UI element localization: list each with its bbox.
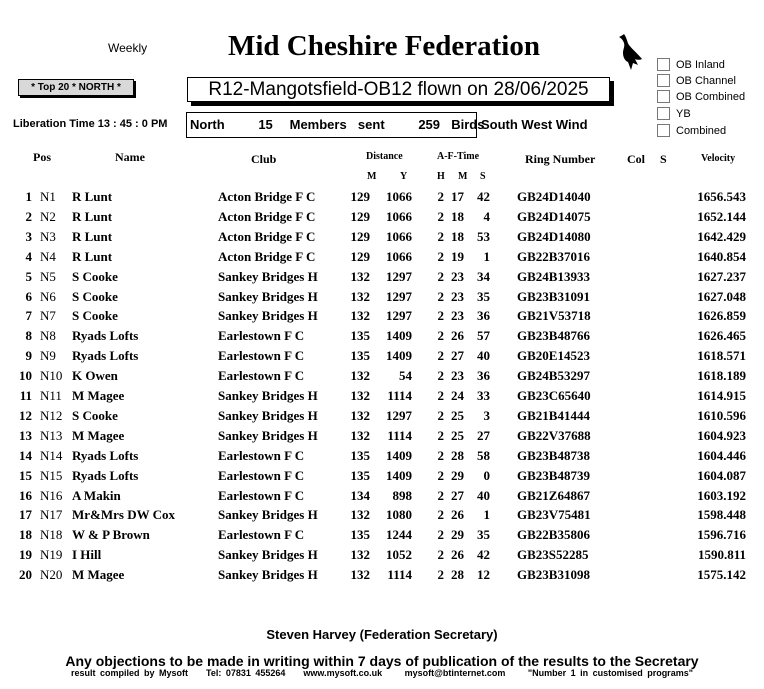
velocity: 1656.543 bbox=[697, 189, 746, 204]
ring-number: GB24B13933 bbox=[517, 268, 590, 284]
distance-miles: 129 bbox=[350, 248, 370, 264]
time-hours: 2 bbox=[437, 388, 444, 403]
table-row bbox=[0, 289, 764, 309]
row-number: 16 bbox=[19, 487, 32, 503]
distance-yards: 1297 bbox=[386, 407, 412, 423]
distance-yards: 1066 bbox=[386, 248, 412, 264]
time-seconds: 1 bbox=[483, 507, 490, 523]
velocity: 1618.571 bbox=[697, 348, 746, 364]
row-position: N10 bbox=[40, 368, 63, 384]
table-row bbox=[0, 328, 764, 348]
velocity: 1626.859 bbox=[697, 308, 746, 324]
member-name: S Cooke bbox=[72, 268, 118, 284]
time-hours: 2 bbox=[437, 288, 444, 304]
velocity: 1627.048 bbox=[697, 288, 746, 304]
club-name: Sankey Bridges H bbox=[218, 308, 318, 324]
club-name: Earlestown F C bbox=[218, 348, 305, 364]
distance-yards: 1052 bbox=[386, 547, 412, 563]
time-seconds: 0 bbox=[483, 467, 490, 483]
option-label: OB Channel bbox=[676, 74, 736, 87]
compiled-by-footer: result compiled by Mysoft Tel: 07831 455264 www.mysoft.co.uk mysoft@btinternet.com "Number 1 in customised programs" bbox=[71, 668, 693, 678]
time-hours: 2 bbox=[437, 348, 444, 364]
time-seconds: 35 bbox=[477, 527, 490, 543]
option-combined[interactable] bbox=[657, 124, 726, 137]
ring-number: GB21V53718 bbox=[517, 308, 591, 324]
time-seconds: 36 bbox=[477, 308, 490, 324]
row-position: N16 bbox=[40, 487, 63, 503]
distance-yards: 1066 bbox=[386, 189, 412, 204]
distance-miles: 132 bbox=[350, 308, 370, 324]
row-position: N1 bbox=[40, 189, 56, 204]
distance-yards: 898 bbox=[392, 487, 412, 503]
option-ob-channel[interactable] bbox=[657, 74, 736, 87]
ring-number: GB24D14080 bbox=[517, 228, 591, 244]
row-number: 17 bbox=[19, 507, 32, 523]
time-seconds: 58 bbox=[477, 447, 490, 463]
time-hours: 2 bbox=[437, 368, 444, 384]
time-hours: 2 bbox=[437, 189, 444, 204]
velocity: 1603.192 bbox=[697, 487, 746, 503]
option-label: Combined bbox=[676, 124, 727, 137]
velocity: 1604.087 bbox=[697, 467, 746, 483]
distance-miles: 135 bbox=[350, 467, 370, 483]
time-hours: 2 bbox=[437, 527, 444, 543]
row-number: 14 bbox=[19, 447, 32, 463]
time-seconds: 57 bbox=[477, 328, 490, 344]
time-minutes: 27 bbox=[451, 487, 464, 503]
club-name: Sankey Bridges H bbox=[218, 288, 318, 304]
col-header-seconds: S bbox=[480, 171, 486, 182]
member-name: S Cooke bbox=[72, 308, 118, 324]
velocity: 1596.716 bbox=[697, 527, 746, 543]
col-header-distance: Distance bbox=[366, 151, 403, 162]
time-minutes: 26 bbox=[451, 328, 464, 344]
table-row bbox=[0, 428, 764, 448]
time-minutes: 28 bbox=[451, 447, 464, 463]
row-number: 10 bbox=[19, 368, 32, 384]
ring-number: GB21B41444 bbox=[517, 407, 590, 423]
member-name: Ryads Lofts bbox=[72, 328, 139, 344]
time-minutes: 23 bbox=[451, 268, 464, 284]
time-hours: 2 bbox=[437, 447, 444, 463]
time-seconds: 40 bbox=[477, 348, 490, 364]
option-label: OB Combined bbox=[676, 90, 746, 103]
time-seconds: 42 bbox=[477, 189, 490, 204]
time-seconds: 33 bbox=[477, 388, 490, 403]
row-number: 15 bbox=[19, 467, 32, 483]
row-position: N13 bbox=[40, 427, 63, 443]
ring-number: GB23B48739 bbox=[517, 467, 590, 483]
time-hours: 2 bbox=[437, 567, 444, 583]
distance-yards: 1244 bbox=[386, 527, 412, 543]
distance-miles: 135 bbox=[350, 328, 370, 344]
member-name: R Lunt bbox=[72, 228, 113, 244]
time-hours: 2 bbox=[437, 308, 444, 324]
col-header-ring: Ring Number bbox=[525, 152, 596, 166]
club-name: Acton Bridge F C bbox=[218, 189, 316, 204]
table-row bbox=[0, 527, 764, 547]
club-name: Sankey Bridges H bbox=[218, 407, 318, 423]
club-name: Sankey Bridges H bbox=[218, 388, 318, 403]
time-hours: 2 bbox=[437, 427, 444, 443]
ring-number: GB24B53297 bbox=[517, 368, 590, 384]
table-row bbox=[0, 348, 764, 368]
time-minutes: 18 bbox=[451, 228, 464, 244]
member-name: Ryads Lofts bbox=[72, 467, 139, 483]
time-hours: 2 bbox=[437, 208, 444, 224]
velocity: 1604.923 bbox=[697, 427, 746, 443]
pigeon-logo-icon bbox=[616, 32, 644, 72]
time-minutes: 19 bbox=[451, 248, 464, 264]
member-name: R Lunt bbox=[72, 208, 113, 224]
distance-yards: 1409 bbox=[386, 467, 412, 483]
velocity: 1590.811 bbox=[697, 547, 746, 563]
velocity: 1604.446 bbox=[697, 447, 746, 463]
club-name: Earlestown F C bbox=[218, 328, 305, 344]
wind-info: South West Wind bbox=[481, 117, 588, 132]
table-row bbox=[0, 189, 764, 209]
distance-yards: 1297 bbox=[386, 288, 412, 304]
time-hours: 2 bbox=[437, 248, 444, 264]
distance-yards: 1066 bbox=[386, 228, 412, 244]
row-number: 4 bbox=[25, 248, 32, 264]
option-ob-combined[interactable] bbox=[657, 90, 745, 103]
ring-number: GB24D14040 bbox=[517, 189, 591, 204]
row-number: 11 bbox=[19, 388, 32, 403]
ring-number: GB24D14075 bbox=[517, 208, 591, 224]
table-row bbox=[0, 547, 764, 567]
distance-yards: 54 bbox=[399, 368, 412, 384]
time-minutes: 29 bbox=[451, 467, 464, 483]
table-row bbox=[0, 269, 764, 289]
ring-number: GB22B35806 bbox=[517, 527, 590, 543]
time-minutes: 18 bbox=[451, 208, 464, 224]
table-row bbox=[0, 249, 764, 269]
club-name: Sankey Bridges H bbox=[218, 427, 318, 443]
club-name: Acton Bridge F C bbox=[218, 228, 316, 244]
row-number: 8 bbox=[25, 328, 32, 344]
objections-notice: Any objections to be made in writing within 7 days of publication of the results to the Secretary bbox=[65, 653, 699, 669]
checkbox-icon[interactable] bbox=[657, 90, 670, 103]
distance-miles: 135 bbox=[350, 527, 370, 543]
row-position: N11 bbox=[40, 388, 62, 403]
member-name: R Lunt bbox=[72, 248, 113, 264]
row-position: N20 bbox=[40, 567, 63, 583]
ring-number: GB22B37016 bbox=[517, 248, 590, 264]
distance-yards: 1297 bbox=[386, 308, 412, 324]
liberation-time: Liberation Time 13 : 45 : 0 PM bbox=[13, 118, 168, 130]
time-minutes: 28 bbox=[451, 567, 464, 583]
distance-miles: 132 bbox=[350, 507, 370, 523]
row-position: N14 bbox=[40, 447, 63, 463]
velocity: 1598.448 bbox=[697, 507, 746, 523]
distance-miles: 129 bbox=[350, 208, 370, 224]
time-seconds: 3 bbox=[483, 407, 490, 423]
time-seconds: 12 bbox=[477, 567, 490, 583]
row-position: N8 bbox=[40, 328, 56, 344]
row-number: 20 bbox=[19, 567, 32, 583]
velocity: 1642.429 bbox=[697, 228, 746, 244]
row-position: N12 bbox=[40, 407, 63, 423]
distance-miles: 129 bbox=[350, 189, 370, 204]
option-yb[interactable] bbox=[657, 107, 691, 120]
time-minutes: 23 bbox=[451, 368, 464, 384]
time-hours: 2 bbox=[437, 507, 444, 523]
time-seconds: 36 bbox=[477, 368, 490, 384]
col-header-minutes: M bbox=[458, 171, 468, 182]
table-row bbox=[0, 507, 764, 527]
row-number: 19 bbox=[19, 547, 32, 563]
time-minutes: 29 bbox=[451, 527, 464, 543]
time-hours: 2 bbox=[437, 467, 444, 483]
distance-miles: 132 bbox=[350, 388, 370, 403]
ring-number: GB21Z64867 bbox=[517, 487, 590, 503]
row-number: 1 bbox=[25, 189, 32, 204]
distance-yards: 1114 bbox=[387, 567, 412, 583]
row-number: 9 bbox=[25, 348, 32, 364]
secretary-line: Steven Harvey (Federation Secretary) bbox=[266, 627, 498, 642]
time-hours: 2 bbox=[437, 547, 444, 563]
distance-miles: 134 bbox=[350, 487, 370, 503]
checkbox-icon[interactable] bbox=[657, 124, 670, 137]
velocity: 1626.465 bbox=[697, 328, 746, 344]
table-row bbox=[0, 229, 764, 249]
time-minutes: 25 bbox=[451, 427, 464, 443]
velocity: 1610.596 bbox=[697, 407, 746, 423]
distance-miles: 135 bbox=[350, 348, 370, 364]
row-position: N5 bbox=[40, 268, 56, 284]
table-row bbox=[0, 408, 764, 428]
row-position: N9 bbox=[40, 348, 56, 364]
row-position: N18 bbox=[40, 527, 63, 543]
distance-yards: 1409 bbox=[386, 447, 412, 463]
club-name: Earlestown F C bbox=[218, 368, 305, 384]
section-info: North 15 Members sent 259 Birds bbox=[190, 117, 485, 132]
time-minutes: 25 bbox=[451, 407, 464, 423]
col-header-yards: Y bbox=[400, 171, 408, 182]
velocity: 1640.854 bbox=[697, 248, 746, 264]
member-name: R Lunt bbox=[72, 189, 113, 204]
row-number: 5 bbox=[25, 268, 32, 284]
time-minutes: 23 bbox=[451, 308, 464, 324]
row-number: 13 bbox=[19, 427, 32, 443]
club-name: Sankey Bridges H bbox=[218, 507, 318, 523]
col-header-name: Name bbox=[115, 150, 145, 164]
ring-number: GB23B31098 bbox=[517, 567, 590, 583]
table-row bbox=[0, 368, 764, 388]
row-number: 6 bbox=[25, 288, 32, 304]
distance-miles: 135 bbox=[350, 447, 370, 463]
velocity: 1614.915 bbox=[697, 388, 746, 403]
club-name: Acton Bridge F C bbox=[218, 208, 316, 224]
distance-yards: 1066 bbox=[386, 208, 412, 224]
time-minutes: 17 bbox=[451, 189, 464, 204]
ring-number: GB22V37688 bbox=[517, 427, 591, 443]
row-position: N17 bbox=[40, 507, 63, 523]
time-minutes: 26 bbox=[451, 547, 464, 563]
col-header-miles: M bbox=[367, 171, 377, 182]
velocity: 1652.144 bbox=[697, 208, 746, 224]
club-name: Earlestown F C bbox=[218, 447, 305, 463]
table-row bbox=[0, 567, 764, 587]
time-seconds: 53 bbox=[477, 228, 490, 244]
velocity: 1618.189 bbox=[697, 368, 746, 384]
col-header-velocity: Velocity bbox=[701, 153, 736, 164]
time-minutes: 24 bbox=[451, 388, 464, 403]
time-minutes: 27 bbox=[451, 348, 464, 364]
checkbox-icon[interactable] bbox=[657, 107, 670, 120]
table-row bbox=[0, 209, 764, 229]
club-name: Earlestown F C bbox=[218, 527, 305, 543]
distance-miles: 132 bbox=[350, 268, 370, 284]
distance-yards: 1409 bbox=[386, 348, 412, 364]
row-position: N2 bbox=[40, 208, 56, 224]
club-name: Sankey Bridges H bbox=[218, 268, 318, 284]
row-number: 18 bbox=[19, 527, 32, 543]
member-name: K Owen bbox=[72, 368, 118, 384]
club-name: Earlestown F C bbox=[218, 487, 305, 503]
row-position: N3 bbox=[40, 228, 56, 244]
checkbox-icon[interactable] bbox=[657, 74, 670, 87]
member-name: M Magee bbox=[72, 567, 125, 583]
time-minutes: 23 bbox=[451, 288, 464, 304]
club-name: Earlestown F C bbox=[218, 467, 305, 483]
distance-yards: 1080 bbox=[386, 507, 412, 523]
col-header-club: Club bbox=[251, 152, 277, 166]
club-name: Acton Bridge F C bbox=[218, 248, 316, 264]
col-header-sex: S bbox=[660, 152, 667, 166]
ring-number: GB20E14523 bbox=[517, 348, 590, 364]
row-number: 3 bbox=[25, 228, 32, 244]
velocity: 1627.237 bbox=[697, 268, 746, 284]
member-name: A Makin bbox=[72, 487, 121, 503]
ring-number: GB23C65640 bbox=[517, 388, 591, 403]
ring-number: GB23V75481 bbox=[517, 507, 591, 523]
member-name: S Cooke bbox=[72, 288, 118, 304]
distance-miles: 132 bbox=[350, 567, 370, 583]
row-position: N7 bbox=[40, 308, 56, 324]
member-name: S Cooke bbox=[72, 407, 118, 423]
top20-badge: * Top 20 * NORTH * bbox=[18, 79, 134, 96]
distance-yards: 1114 bbox=[387, 427, 412, 443]
row-number: 12 bbox=[19, 407, 32, 423]
time-seconds: 42 bbox=[477, 547, 490, 563]
col-header-hours: H bbox=[437, 171, 445, 182]
member-name: Mr&Mrs DW Cox bbox=[72, 507, 176, 523]
distance-miles: 129 bbox=[350, 228, 370, 244]
member-name: Ryads Lofts bbox=[72, 447, 139, 463]
race-title: R12-Mangotsfield-OB12 flown on 28/06/2025 bbox=[187, 77, 610, 102]
col-header-colour: Col bbox=[627, 152, 645, 166]
distance-miles: 132 bbox=[350, 547, 370, 563]
time-seconds: 1 bbox=[483, 248, 490, 264]
option-ob-inland[interactable] bbox=[657, 58, 725, 71]
time-minutes: 26 bbox=[451, 507, 464, 523]
time-seconds: 40 bbox=[477, 487, 490, 503]
member-name: W & P Brown bbox=[72, 527, 150, 543]
ring-number: GB23B48738 bbox=[517, 447, 590, 463]
checkbox-icon[interactable] bbox=[657, 58, 670, 71]
time-hours: 2 bbox=[437, 487, 444, 503]
time-hours: 2 bbox=[437, 407, 444, 423]
time-hours: 2 bbox=[437, 228, 444, 244]
row-number: 2 bbox=[25, 208, 32, 224]
row-number: 7 bbox=[25, 308, 32, 324]
time-seconds: 35 bbox=[477, 288, 490, 304]
distance-yards: 1297 bbox=[386, 268, 412, 284]
col-header-aftime: A-F-Time bbox=[437, 151, 480, 162]
distance-yards: 1409 bbox=[386, 328, 412, 344]
option-label: OB Inland bbox=[676, 58, 725, 71]
time-seconds: 34 bbox=[477, 268, 490, 284]
member-name: Ryads Lofts bbox=[72, 348, 139, 364]
time-seconds: 27 bbox=[477, 427, 490, 443]
row-position: N15 bbox=[40, 467, 63, 483]
distance-yards: 1114 bbox=[387, 388, 412, 403]
table-row bbox=[0, 468, 764, 488]
table-row bbox=[0, 488, 764, 508]
row-position: N6 bbox=[40, 288, 56, 304]
distance-miles: 132 bbox=[350, 427, 370, 443]
table-row bbox=[0, 388, 764, 408]
row-position: N19 bbox=[40, 547, 63, 563]
member-name: M Magee bbox=[72, 427, 125, 443]
distance-miles: 132 bbox=[350, 288, 370, 304]
ring-number: GB23B31091 bbox=[517, 288, 590, 304]
distance-miles: 132 bbox=[350, 368, 370, 384]
time-seconds: 4 bbox=[483, 208, 490, 224]
member-name: M Magee bbox=[72, 388, 125, 403]
col-header-pos: Pos bbox=[33, 150, 51, 164]
time-hours: 2 bbox=[437, 328, 444, 344]
club-name: Sankey Bridges H bbox=[218, 567, 318, 583]
weekly-label: Weekly bbox=[108, 41, 148, 55]
option-label: YB bbox=[676, 107, 691, 120]
time-hours: 2 bbox=[437, 268, 444, 284]
ring-number: GB23B48766 bbox=[517, 328, 590, 344]
page-title: Mid Cheshire Federation bbox=[228, 30, 540, 62]
row-position: N4 bbox=[40, 248, 56, 264]
velocity: 1575.142 bbox=[697, 567, 746, 583]
table-row bbox=[0, 308, 764, 328]
club-name: Sankey Bridges H bbox=[218, 547, 318, 563]
ring-number: GB23S52285 bbox=[517, 547, 589, 563]
member-name: I Hill bbox=[72, 547, 102, 563]
distance-miles: 132 bbox=[350, 407, 370, 423]
table-row bbox=[0, 448, 764, 468]
